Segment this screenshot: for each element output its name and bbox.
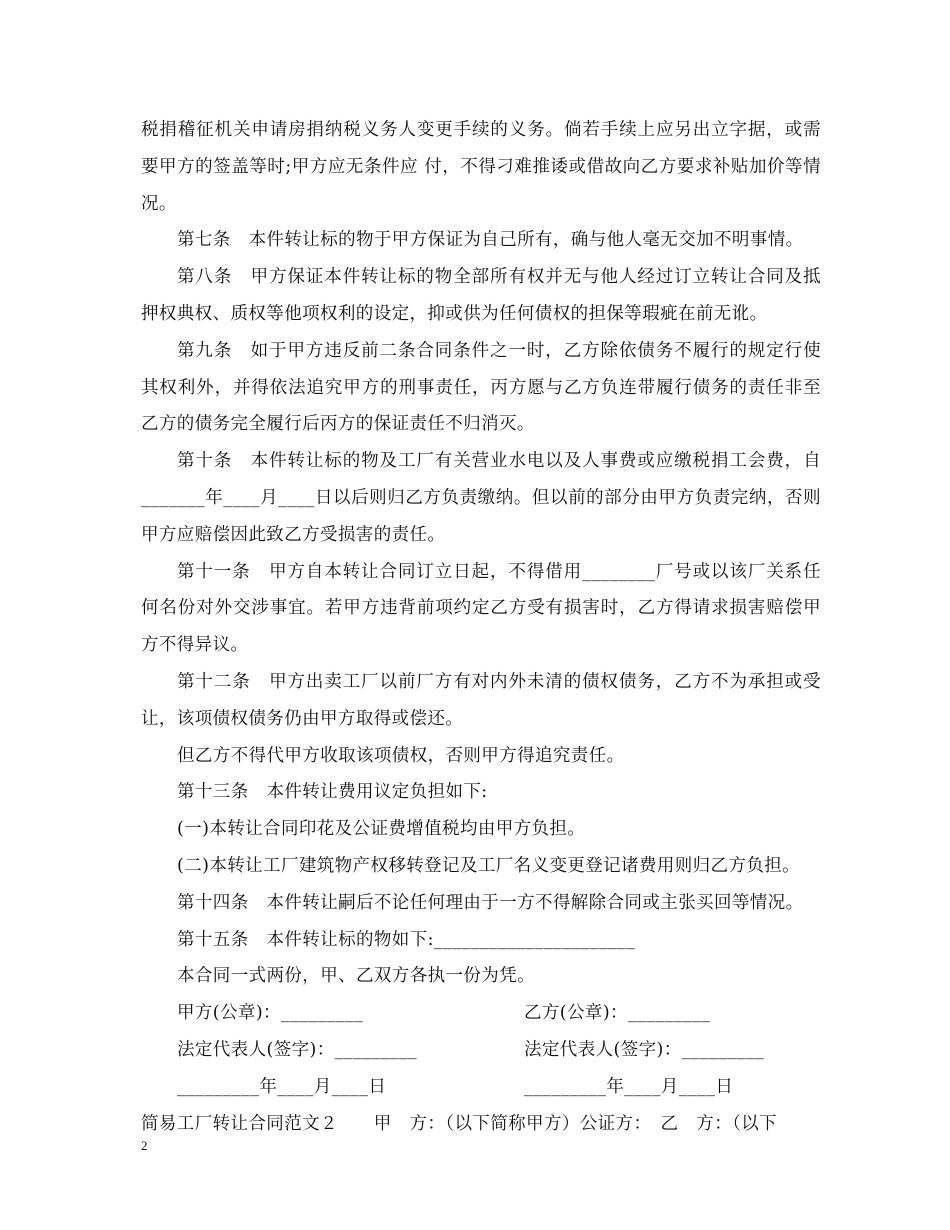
next-contract-heading: 简易工厂转让合同范文２ 甲 方：（以下简称甲方）公证方： 乙 方：（以下 <box>141 1113 778 1134</box>
contract-body <box>141 112 821 1142</box>
party-b-representative: 法定代表人(签字)：_________ <box>524 1039 765 1060</box>
article-13-item-2: (二)本转让工厂建筑物产权移转登记及工厂名义变更登记诸费用则归乙方负担。 <box>177 855 801 876</box>
party-b-date: _________年____月____日 <box>524 1076 734 1097</box>
signature-row-representative <box>141 1032 821 1069</box>
party-b-seal: 乙方(公章)：_________ <box>524 1003 711 1024</box>
paragraph-tax-obligation: 税捐稽征机关申请房捐纳税义务人变更手续的义务。倘若手续上应另出立字据，或需要甲方的签盖等时;甲方应无条件应 付，不得刁难推诿或借故向乙方要求补贴加价等情况。 <box>141 120 821 214</box>
article-11: 第十一条 甲方自本转让合同订立日起，不得借用________厂号或以该厂关系任何名份对外交涉事宜。若甲方违背前项约定乙方受有损害时，乙方得请求损害赔偿甲方不得异议。 <box>141 561 821 656</box>
article-10: 第十条 本件转让标的物及工厂有关营业水电以及人事费或应缴税捐工会费，自_______年____月____日以后则归乙方负责缴纳。但以前的部分由甲方负责完纳，否则甲方应赔偿因此致乙方受损害的责任。 <box>141 451 821 545</box>
article-13-item-1: (一)本转让合同印花及公证费增值税均由甲方负担。 <box>177 819 586 840</box>
article-13: 第十三条 本件转让费用议定负担如下: <box>177 782 488 803</box>
article-9: 第九条 如于甲方违反前二条合同条件之一时，乙方除依债务不履行的规定行使其权利外，并得依法追究甲方的刑事责任，丙方愿与乙方负连带履行债务的责任非至乙方的债务完全履行后丙方的保证责任不归消灭。 <box>141 340 821 435</box>
article-14: 第十四条 本件转让嗣后不论任何理由于一方不得解除合同或主张买回等情况。 <box>177 892 804 913</box>
signature-row-date <box>141 1069 821 1106</box>
signature-row-seal <box>141 995 821 1032</box>
page-number: 2 <box>141 1138 148 1153</box>
party-a-date: _________年____月____日 <box>177 1076 387 1097</box>
article-12: 第十二条 甲方出卖工厂以前厂方有对内外未清的债权债务，乙方不为承担或受让，该项债权债务仍由甲方取得或偿还。 <box>141 671 821 729</box>
article-15: 第十五条 本件转让标的物如下:______________________ <box>177 929 636 950</box>
article-8: 第八条 甲方保证本件转让标的物全部所有权并无与他人经过订立转让合同及抵押权典权、质权等他项权利的设定，抑或供为任何债权的担保等瑕疵在前无讹。 <box>141 267 821 324</box>
article-7: 第七条 本件转让标的物于甲方保证为自己所有，确与他人毫无交加不明事情。 <box>177 230 804 251</box>
article-12-note: 但乙方不得代甲方收取该项债权，否则甲方得追究责任。 <box>177 745 625 766</box>
party-a-seal: 甲方(公章)：_________ <box>177 1003 364 1024</box>
party-a-representative: 法定代表人(签字)：_________ <box>177 1039 418 1060</box>
copies-clause: 本合同一式两份，甲、乙双方各执一份为凭。 <box>177 966 535 987</box>
